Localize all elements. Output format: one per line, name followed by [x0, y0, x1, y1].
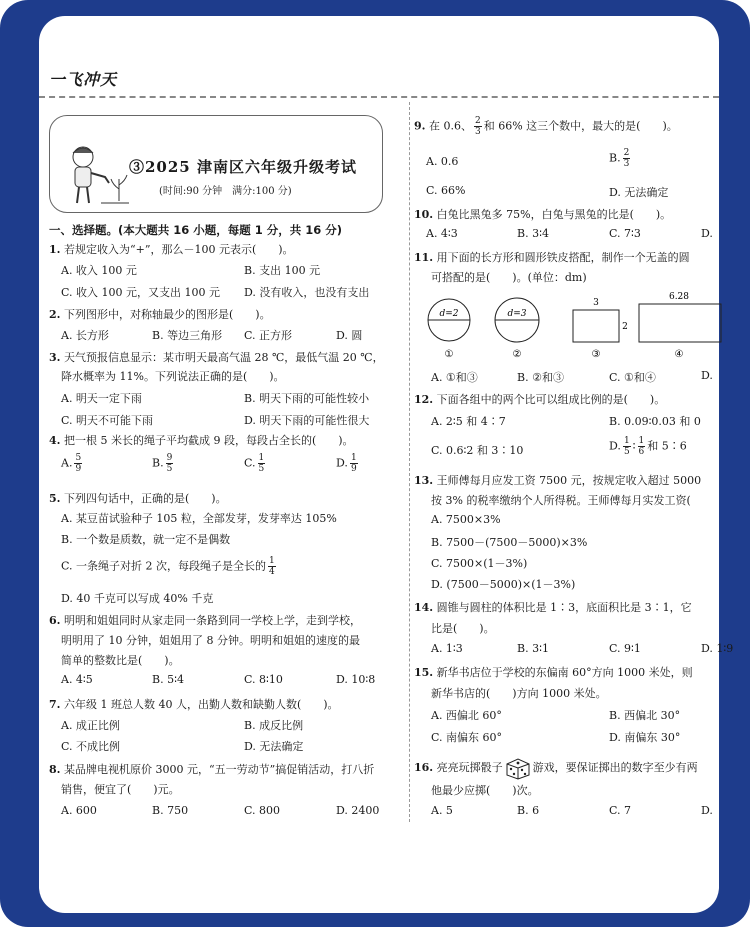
- q8-option-d: D. 2400: [336, 804, 380, 817]
- header-divider: [39, 96, 719, 98]
- q16-option-b: B. 6: [517, 804, 540, 817]
- q11-rect-4-top: 6.28: [668, 292, 690, 302]
- q6-option-d: D. 10∶8: [336, 673, 376, 686]
- q3-option-b: B. 明天下雨的可能性较小: [244, 392, 370, 405]
- section-heading: 一、选择题。(本大题共 16 小题，每题 1 分，共 16 分): [49, 223, 343, 237]
- question-2: 2. 下列图形中，对称轴最少的图形是( )。: [49, 308, 271, 321]
- q10-option-d: D.: [701, 227, 713, 240]
- q9-option-d: D. 无法确定: [609, 186, 669, 199]
- q5-option-b: B. 一个数是质数，就一定不是偶数: [61, 533, 231, 546]
- exam-page: [39, 16, 734, 913]
- question-13: 13. 王师傅每月应发工资 7500 元，按规定收入超过 5000: [414, 474, 702, 487]
- q9-option-a: A. 0.6: [426, 155, 459, 168]
- question-15: 15. 新华书店位于学校的东偏南 60°方向 1000 米处，则: [414, 666, 693, 679]
- question-8-line-2: 销售，便宜了( )元。: [61, 783, 180, 796]
- question-6-line-2: 明明用了 10 分钟，姐姐用了 8 分钟。明明和姐姐的速度的最: [61, 634, 360, 647]
- q11-option-d: D.: [701, 369, 713, 382]
- question-15-line-2: 新华书店的( )方向 1000 米处。: [431, 687, 607, 700]
- q15-option-d: D. 南偏东 30°: [609, 731, 681, 744]
- q10-option-c: C. 7∶3: [609, 227, 641, 240]
- question-3-line-2: 降水概率为 11%。下列说法正确的是( )。: [61, 370, 285, 383]
- q3-option-a: A. 明天一定下雨: [61, 392, 142, 405]
- question-6: 6. 明明和姐姐同时从家走同一条路到同一学校上学，走到学校，: [49, 614, 361, 627]
- q8-option-c: C. 800: [244, 804, 281, 817]
- q11-option-a: A. ①和③: [431, 371, 478, 384]
- q4-option-b: B. $\frac{9}{5}$: [152, 453, 173, 474]
- q12-option-b: B. 0.09∶0.03 和 0: [609, 415, 701, 428]
- q13-option-b: B. 7500－(7500－5000)×3%: [431, 536, 588, 549]
- q4-option-a: A. $\frac{5}{9}$: [61, 453, 82, 474]
- q6-option-a: A. 4∶5: [61, 673, 93, 686]
- brand-header: 一飞冲天: [49, 70, 118, 89]
- q15-option-c: C. 南偏东 60°: [431, 731, 503, 744]
- q11-rect-3: [573, 298, 628, 360]
- question-7: 7. 六年级 1 班总人数 40 人，出勤人数和缺勤人数( )。: [49, 698, 339, 711]
- q14-option-b: B. 3∶1: [517, 642, 549, 655]
- question-12: 12. 下面各组中的两个比可以组成比例的是( )。: [414, 393, 666, 406]
- q6-option-b: B. 5∶4: [152, 673, 184, 686]
- q11-circle-2: [495, 298, 539, 360]
- q1-option-c: C. 收入 100 元，又支出 100 元: [61, 286, 220, 299]
- q11-rect-3-top: 3: [593, 298, 599, 308]
- q7-option-d: D. 无法确定: [244, 740, 304, 753]
- q2-option-b: B. 等边三角形: [152, 329, 223, 342]
- q16-option-c: C. 7: [609, 804, 632, 817]
- q2-option-d: D. 圆: [336, 329, 363, 342]
- q4-option-d: D. $\frac{1}{9}$: [336, 453, 357, 474]
- q7-option-b: B. 成反比例: [244, 719, 304, 732]
- exam-time-score: (时间:90 分钟 满分:100 分): [159, 186, 292, 197]
- q16-option-d: D.: [701, 804, 713, 817]
- q11-label-3: ③: [591, 349, 601, 360]
- column-divider: [409, 102, 410, 822]
- q9-option-c: C. 66%: [426, 184, 466, 197]
- q3-option-d: D. 明天下雨的可能性很大: [244, 414, 370, 427]
- q11-label-1: ①: [444, 349, 454, 360]
- q6-option-c: C. 8∶10: [244, 673, 283, 686]
- q12-option-c: C. 0.6∶2 和 3∶10: [431, 444, 524, 457]
- q8-option-a: A. 600: [61, 804, 97, 817]
- q7-option-a: A. 成正比例: [61, 719, 120, 732]
- exam-title: ③2025 津南区六年级升级考试: [129, 158, 357, 176]
- q5-option-d: D. 40 千克可以写成 40% 千克: [61, 592, 214, 605]
- q11-circle-2-label: d=3: [507, 309, 527, 319]
- q11-option-b: B. ②和③: [517, 371, 564, 384]
- q1-option-b: B. 支出 100 元: [244, 264, 321, 277]
- boy-watering-plant-illustration: [61, 143, 131, 208]
- question-11-line-2: 可搭配的是( )。(单位：dm): [431, 271, 587, 284]
- q11-option-c: C. ①和④: [609, 371, 656, 384]
- q1-option-d: D. 没有收入，也没有支出: [244, 286, 370, 299]
- question-10: 10. 白兔比黑兔多 75%，白兔与黑兔的比是( )。: [414, 208, 672, 221]
- question-14: 14. 圆锥与圆柱的体积比是 1∶3，底面积比是 3∶1，它: [414, 601, 692, 614]
- q4-option-c: C. $\frac{1}{5}$: [244, 453, 265, 474]
- question-5: 5. 下列四句话中，正确的是( )。: [49, 492, 227, 505]
- q13-option-a: A. 7500×3%: [431, 513, 501, 526]
- q11-rect-3-side: 2: [622, 322, 628, 332]
- q11-shapes-figure: [419, 294, 719, 364]
- q15-option-b: B. 西偏北 30°: [609, 709, 681, 722]
- question-11: 11. 用下面的长方形和圆形铁皮搭配，制作一个无盖的圆: [414, 251, 690, 264]
- q14-option-a: A. 1∶3: [431, 642, 463, 655]
- q11-label-4: ④: [674, 349, 684, 360]
- q10-option-a: A. 4∶3: [426, 227, 458, 240]
- q7-option-c: C. 不成比例: [61, 740, 121, 753]
- question-9: 9. 在 0.6、 $\frac{2}{3}$ 和 66% 这三个数中，最大的是( )。: [414, 116, 678, 137]
- question-3: 3. 天气预报信息显示：某市明天最高气温 28 ℃，最低气温 20 ℃，: [49, 351, 384, 364]
- q11-circle-1: [428, 299, 470, 360]
- question-1: 1. 若规定收入为“+”，那么－100 元表示( )。: [49, 243, 294, 256]
- q9-option-b: B. $\frac{2}{3}$: [609, 148, 630, 169]
- q12-option-d: D. $\frac{1}{5}$ ∶ $\frac{1}{6}$ 和 5∶6: [609, 436, 687, 457]
- dice-icon: [504, 756, 532, 780]
- q13-option-d: D. (7500－5000)×(1－3%): [431, 578, 576, 591]
- q1-option-a: A. 收入 100 元: [61, 264, 137, 277]
- question-14-line-2: 比是( )。: [431, 622, 495, 635]
- q8-option-b: B. 750: [152, 804, 189, 817]
- q10-option-b: B. 3∶4: [517, 227, 549, 240]
- q12-option-a: A. 2∶5 和 4∶7: [431, 415, 506, 428]
- q11-circle-1-label: d=2: [439, 309, 459, 319]
- question-16-line-2: 他最少应掷( )次。: [431, 784, 539, 797]
- q5-option-c: C. 一条绳子对折 2 次，每段绳子是全长的 $\frac{1}{4}$: [61, 556, 275, 577]
- q5-option-a: A. 某豆苗试验种子 105 粒，全部发芽，发芽率达 105%: [61, 512, 337, 525]
- q14-option-d: D. 1∶9: [701, 642, 734, 655]
- q15-option-a: A. 西偏北 60°: [431, 709, 502, 722]
- q2-option-a: A. 长方形: [61, 329, 109, 342]
- q16-option-a: A. 5: [431, 804, 453, 817]
- q2-option-c: C. 正方形: [244, 329, 293, 342]
- question-4: 4. 把一根 5 米长的绳子平均截成 9 段，每段占全长的( )。: [49, 434, 354, 447]
- q13-option-c: C. 7500×(1－3%): [431, 557, 528, 570]
- q11-label-2: ②: [512, 349, 522, 360]
- q3-option-c: C. 明天不可能下雨: [61, 414, 154, 427]
- question-13-line-2: 按 3% 的税率缴纳个人所得税。王师傅每月实发工资(: [431, 494, 691, 507]
- q14-option-c: C. 9∶1: [609, 642, 641, 655]
- question-8: 8. 某品牌电视机原价 3000 元，“五一劳动节”搞促销活动，打八折: [49, 763, 375, 776]
- question-6-line-3: 简单的整数比是( )。: [61, 654, 180, 667]
- question-16: 16. 亮亮玩掷骰子 游戏，要保证掷出的数字至少有两: [414, 756, 698, 780]
- q11-rect-4: [639, 292, 721, 360]
